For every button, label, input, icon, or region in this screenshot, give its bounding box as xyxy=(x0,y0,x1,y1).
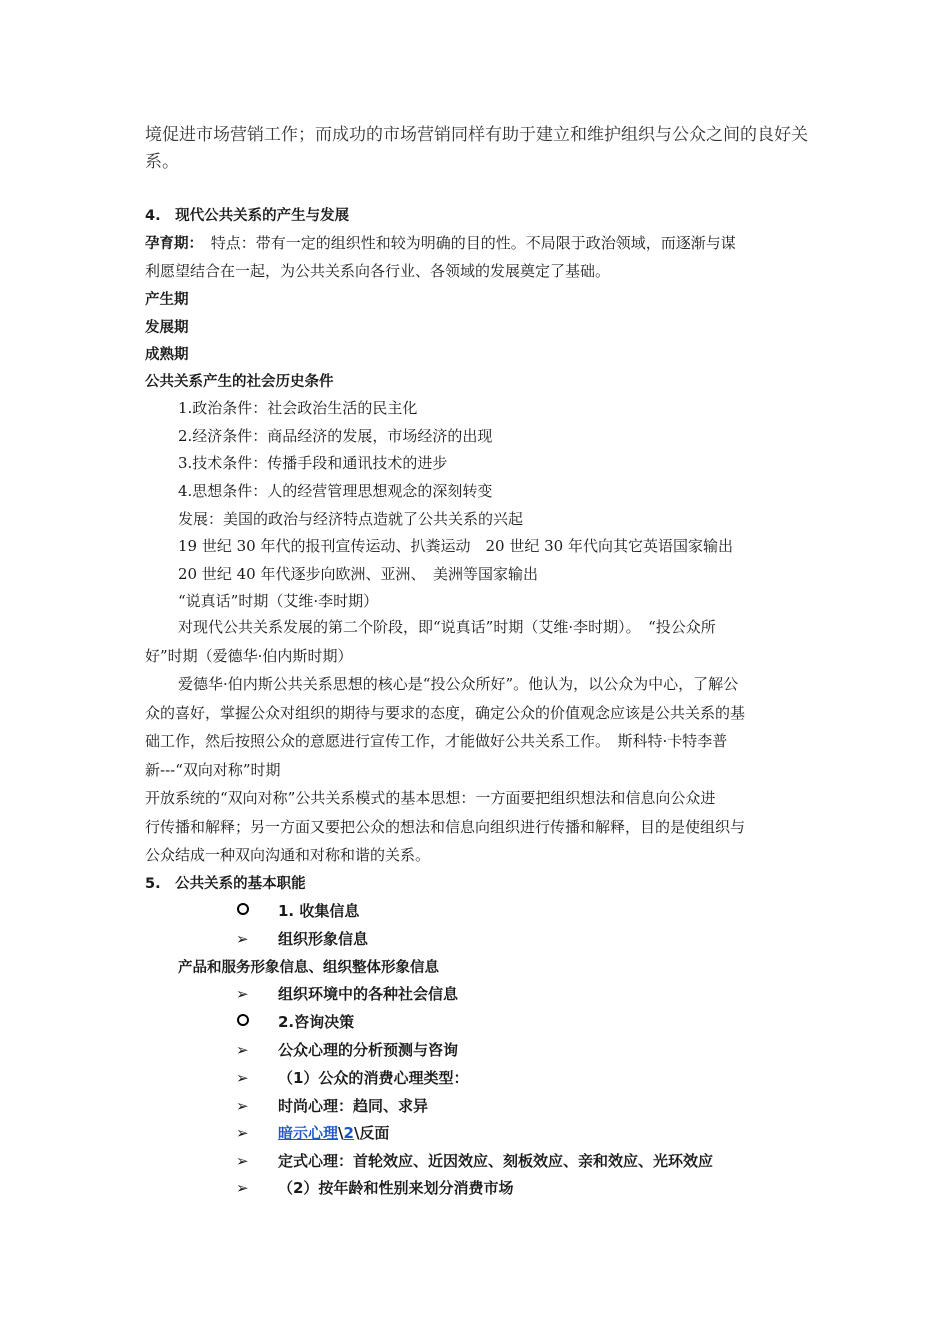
bernays-paragraph xyxy=(145,670,810,784)
bernays-line3: 础工作，然后按照公众的意愿进行宣传工作，才能做好公共关系工作。 斯科特·卡特李普 xyxy=(145,732,728,750)
gestation-text: 特点：带有一定的组织性和较为明确的目的性。不局限于政治领域，而逐渐与谋 xyxy=(195,234,736,252)
two-way-paragraph xyxy=(145,784,810,870)
section-4-heading: 4. 现代公共关系的产生与发展 xyxy=(145,208,350,224)
second-stage-paragraph xyxy=(145,613,810,670)
bullet-org-image: ➢ 组织形象信息 xyxy=(236,930,369,948)
product-image-line: 产品和服务形象信息、组织整体形象信息 xyxy=(178,960,439,976)
gestation-period-line1 xyxy=(145,232,736,253)
condition-political: 1.政治条件：社会政治生活的民主化 xyxy=(178,399,418,417)
period-development: 发展期 xyxy=(145,320,189,336)
link-2[interactable]: 2 xyxy=(343,1124,354,1142)
arrow-bullet-icon: ➢ xyxy=(236,1097,249,1115)
arrow-bullet-icon: ➢ xyxy=(236,1124,249,1142)
gestation-period-line2: 利愿望结合在一起，为公共关系向各行业、各领域的发展奠定了基础。 xyxy=(145,262,611,280)
arrow-bullet-icon: ➢ xyxy=(236,985,249,1003)
condition-technical: 3.技术条件：传播手段和通讯技术的进步 xyxy=(178,454,448,472)
period-maturity: 成熟期 xyxy=(145,347,189,363)
truth-period-line: “说真话”时期（艾维·李时期） xyxy=(178,592,379,610)
bullet-suggestion: ➢ 暗示心理\2\反面 xyxy=(236,1124,390,1142)
condition-economic: 2.经济条件：商品经济的发展，市场经济的出现 xyxy=(178,427,493,445)
century-20-line: 20 世纪 40 年代逐步向欧洲、亚洲、 美洲等国家输出 xyxy=(178,565,538,583)
century-19-line: 19 世纪 30 年代的报刊宣传运动、扒粪运动 20 世纪 30 年代向其它英语国家输出 xyxy=(178,537,733,555)
bullet-fixed-mindset: ➢ 定式心理：首轮效应、近因效应、刻板效应、亲和效应、光环效应 xyxy=(236,1152,714,1170)
arrow-bullet-icon: ➢ xyxy=(236,1152,249,1170)
two-way-line3: 公众结成一种双向沟通和对称和谐的关系。 xyxy=(145,846,431,864)
gestation-label: 孕育期： xyxy=(145,236,196,252)
bullet-consumer-types: ➢ （1）公众的消费心理类型： xyxy=(236,1069,469,1087)
ring-bullet-icon xyxy=(237,903,249,915)
bullet-age-gender: ➢ （2）按年龄和性别来划分消费市场 xyxy=(236,1179,514,1197)
arrow-bullet-icon: ➢ xyxy=(236,1179,249,1197)
bernays-line2: 众的喜好，掌握公众对组织的期待与要求的态度，确定公众的价值观念应该是公共关系的基 xyxy=(145,703,746,722)
bullet-consulting: 2.咨询决策 xyxy=(236,1011,354,1032)
arrow-bullet-icon: ➢ xyxy=(236,1041,249,1059)
period-emergence: 产生期 xyxy=(145,292,189,308)
bernays-line4: 新---“双向对称”时期 xyxy=(145,760,281,779)
two-way-line2: 行传播和解释；另一方面又要把公众的想法和信息向组织进行传播和解释，目的是使组织与 xyxy=(145,817,746,836)
development-line: 发展：美国的政治与经济特点造就了公共关系的兴起 xyxy=(178,510,524,528)
ring-bullet-icon xyxy=(237,1014,249,1026)
bullet-fashion: ➢ 时尚心理：趋同、求异 xyxy=(236,1097,429,1115)
intro-paragraph: 境促进市场营销工作；而成功的市场营销同样有助于建立和维护组织与公众之间的良好关系。 xyxy=(145,125,808,172)
section-5-heading: 5. 公共关系的基本职能 xyxy=(145,876,306,892)
bullet-environment-info: ➢ 组织环境中的各种社会信息 xyxy=(236,985,459,1003)
condition-ideological: 4.思想条件：人的经营管理思想观念的深刻转变 xyxy=(178,482,493,500)
bernays-line1: 爱德华·伯内斯公共关系思想的核心是“投公众所好”。他认为，以公众为中心，了解公 xyxy=(178,675,739,693)
conditions-heading: 公共关系产生的社会历史条件 xyxy=(145,374,334,390)
bullet-collect-info: 1. 收集信息 xyxy=(236,900,359,921)
two-way-line1: 开放系统的“双向对称”公共关系模式的基本思想：一方面要把组织想法和信息向公众进 xyxy=(145,789,716,807)
arrow-bullet-icon: ➢ xyxy=(236,930,249,948)
bullet-psychology-analysis: ➢ 公众心理的分析预测与咨询 xyxy=(236,1041,459,1059)
second-stage-line2: 好”时期（爱德华·伯内斯时期） xyxy=(145,646,353,665)
second-stage-line1: 对现代公共关系发展的第二个阶段，即“说真话”时期（艾维·李时期）。 “投公众所 xyxy=(178,618,716,636)
suggestion-link[interactable]: 暗示心理 xyxy=(278,1124,339,1142)
arrow-bullet-icon: ➢ xyxy=(236,1069,249,1087)
